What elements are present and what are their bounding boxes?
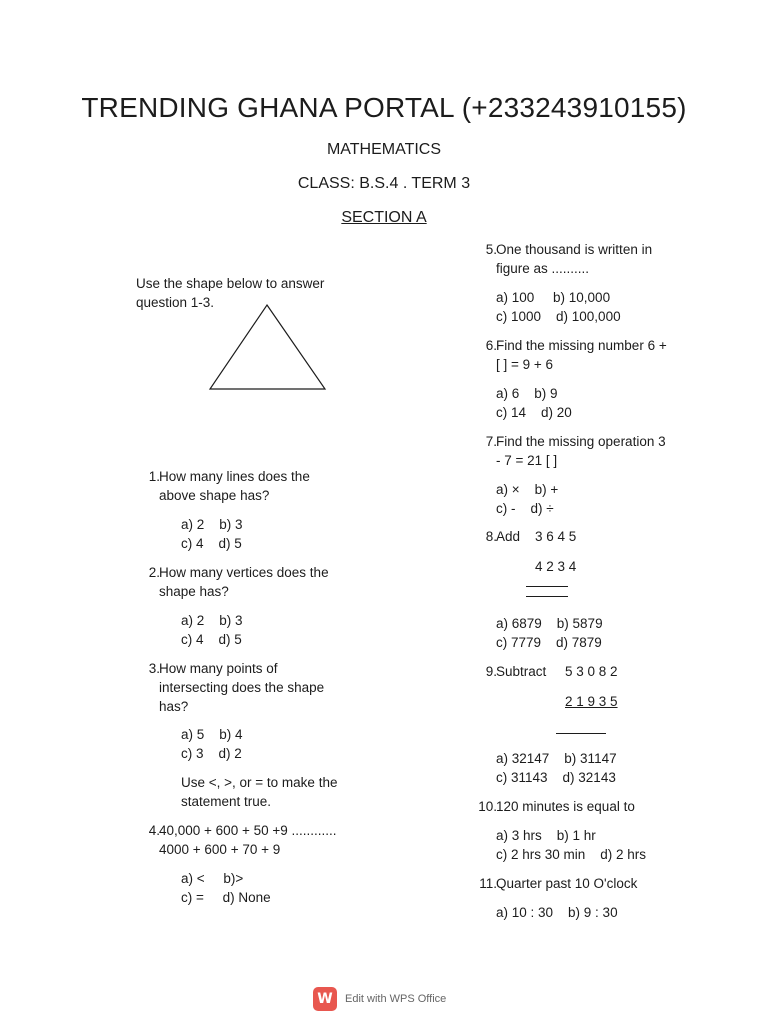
question-text: 40,000 + 600 + 50 +9 ............ [159,823,337,838]
operation-label: Subtract [496,664,547,679]
question-number: 6. [485,338,497,353]
question-text: Quarter past 10 O'clock [496,876,638,891]
question-7-options-row-1: a) × b) + [496,482,559,497]
question-11-options-row-1: a) 10 : 30 b) 9 : 30 [496,905,618,920]
addition-top-number: 3 6 4 5 [535,529,577,544]
question-text: Find the missing operation 3 [496,434,666,449]
question-number: 1. [148,469,160,484]
question-number: 9. [485,664,497,679]
question-text: One thousand is written in [496,242,653,257]
question-number: 4. [148,823,160,838]
subtraction-top-number: 5 3 0 8 2 [565,664,618,679]
question-text: figure as .......... [496,261,590,276]
question-4-options-row-2: c) = d) None [181,890,271,905]
question-text: 4000 + 600 + 70 + 9 [159,842,281,857]
addition-bottom-number: 4 2 3 4 [535,559,577,574]
question-number: 7. [485,434,497,449]
question-2-options-row-1: a) 2 b) 3 [181,613,243,628]
question-1-options-row-2: c) 4 d) 5 [181,536,242,551]
comparison-instruction-line-2: statement true. [181,794,272,809]
question-text: 120 minutes is equal to [496,799,635,814]
question-text: above shape has? [159,488,270,503]
question-6-options-row-1: a) 6 b) 9 [496,386,558,401]
question-9-options-row-2: c) 31143 d) 32143 [496,770,616,785]
question-6-options-row-2: c) 14 d) 20 [496,405,572,420]
section-label: SECTION A [341,209,427,226]
subtraction-bottom-number: 2 1 9 3 5 [565,694,618,709]
question-3-options-row-1: a) 5 b) 4 [181,727,243,742]
wps-logo-icon: W [313,987,337,1011]
shape-instruction-line-2: question 1-3. [136,295,215,310]
question-text: Find the missing number 6 + [496,338,667,353]
question-number: 2. [148,565,160,580]
question-text: How many vertices does the [159,565,329,580]
question-number: 3. [148,661,160,676]
shape-instruction-line-1: Use the shape below to answer [136,276,325,291]
question-text: How many lines does the [159,469,310,484]
operation-label: Add [496,529,521,544]
question-text: - 7 = 21 [ ] [496,453,558,468]
question-3-options-row-2: c) 3 d) 2 [181,746,242,761]
question-5-options-row-1: a) 100 b) 10,000 [496,290,611,305]
wps-edit-label: Edit with WPS Office [345,993,447,1005]
question-2-options-row-2: c) 4 d) 5 [181,632,242,647]
addition-rule-bottom [526,596,568,597]
question-text: shape has? [159,584,229,599]
class-label: CLASS: [297,175,355,192]
question-number: 10. [478,799,497,814]
question-9-options-row-1: a) 32147 b) 31147 [496,751,617,766]
question-number: 5. [485,242,497,257]
question-text: has? [159,699,189,714]
subtraction-rule [556,733,606,734]
question-text: How many points of [159,661,278,676]
subject-heading: MATHEMATICS [326,141,442,158]
question-5-options-row-2: c) 1000 d) 100,000 [496,309,621,324]
class-line [0,175,768,193]
comparison-instruction [181,773,337,811]
question-text: [ ] = 9 + 6 [496,357,554,372]
question-10-options-row-1: a) 3 hrs b) 1 hr [496,828,596,843]
class-value: B.S.4 . TERM 3 [359,175,471,192]
wps-edit-banner[interactable] [313,986,446,1012]
question-number: 8. [485,529,497,544]
addition-rule-top [526,586,568,587]
triangle-shape [205,300,330,395]
question-1-options-row-1: a) 2 b) 3 [181,517,243,532]
question-number: 11. [479,876,497,891]
question-8-options-row-1: a) 6879 b) 5879 [496,616,603,631]
document-title: TRENDING GHANA PORTAL (+233243910155) [81,92,687,123]
question-8-options-row-2: c) 7779 d) 7879 [496,635,602,650]
question-7-options-row-2: c) - d) ÷ [496,501,554,516]
section-heading [0,209,768,227]
comparison-instruction-line-1: Use <, >, or = to make the [181,775,338,790]
question-10-options-row-2: c) 2 hrs 30 min d) 2 hrs [496,847,647,862]
question-4-options-row-1: a) < b)> [181,871,244,886]
question-text: intersecting does the shape [159,680,325,695]
